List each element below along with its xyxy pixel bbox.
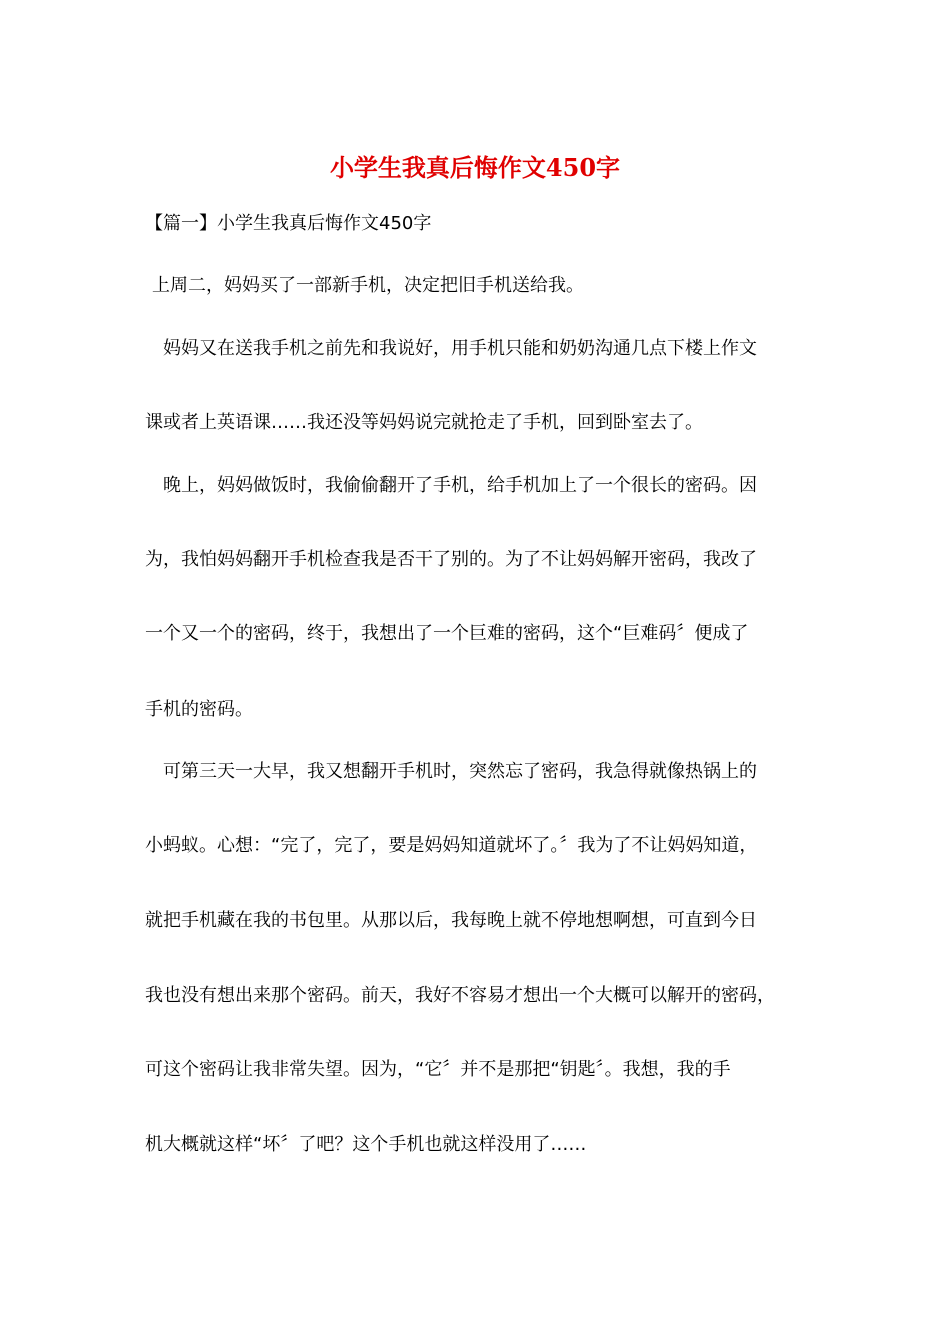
document-title: 小学生我真后悔作文450字 — [329, 153, 621, 182]
paragraph-line: 为，我怕妈妈翻开手机检查我是否干了别的。为了不让妈妈解开密码，我改了 — [145, 549, 757, 570]
paragraph-line: 小蚂蚁。心想：“完了，完了，要是妈妈知道就坏了。〞我为了不让妈妈知道， — [145, 835, 758, 856]
paragraph-line: 妈妈又在送我手机之前先和我说好，用手机只能和奶奶沟通几点下楼上作文 — [163, 338, 757, 359]
paragraph-line: 就把手机藏在我的书包里。从那以后，我每晚上就不停地想啊想，可直到今日 — [145, 910, 757, 931]
paragraph-line: 我也没有想出来那个密码。前天，我好不容易才想出一个大概可以解开的密码， — [145, 985, 775, 1006]
section-heading: 【篇一】小学生我真后悔作文450字 — [145, 213, 432, 234]
paragraph-line: 晚上，妈妈做饭时，我偷偷翻开了手机，给手机加上了一个很长的密码。因 — [163, 475, 757, 496]
paragraph-line: 机大概就这样“坏〞了吧？这个手机也就这样没用了…… — [145, 1134, 587, 1155]
paragraph-line: 可第三天一大早，我又想翻开手机时，突然忘了密码，我急得就像热锅上的 — [163, 761, 757, 782]
paragraph-line: 上周二，妈妈买了一部新手机，决定把旧手机送给我。 — [152, 275, 584, 296]
paragraph-line: 一个又一个的密码，终于，我想出了一个巨难的密码，这个“巨难码〞便成了 — [145, 623, 749, 644]
paragraph-line: 课或者上英语课……我还没等妈妈说完就抢走了手机，回到卧室去了。 — [145, 412, 703, 433]
paragraph-line: 手机的密码。 — [145, 699, 253, 720]
paragraph-line: 可这个密码让我非常失望。因为，“它〞并不是那把“钥匙〞。我想，我的手 — [145, 1059, 731, 1080]
